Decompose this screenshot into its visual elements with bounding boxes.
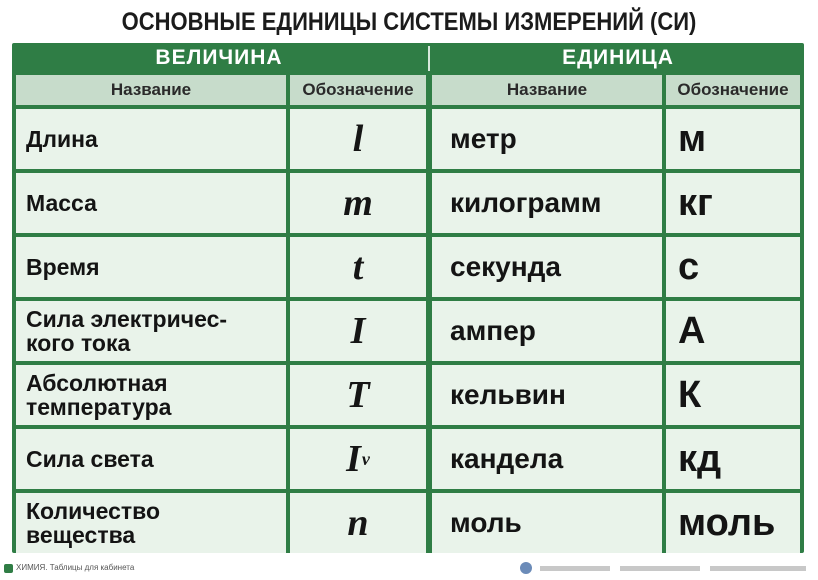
quantity-name-lines: [26, 127, 98, 151]
unit-symbol-cell: [666, 301, 800, 361]
quantity-name-lines: [26, 191, 97, 215]
quantity-name-text: вещества: [26, 522, 136, 548]
footer: [0, 557, 818, 580]
quantity-name-cell: [16, 237, 286, 297]
quantity-symbol-cell: [290, 237, 426, 297]
unit-name-cell: [432, 429, 662, 489]
unit-symbol-text: с: [678, 245, 700, 288]
quantity-symbol-text: T: [346, 374, 370, 416]
quantity-symbol-text: m: [343, 182, 373, 224]
unit-symbol-cell: [666, 173, 800, 233]
quantity-name-cell: [16, 109, 286, 169]
quantity-name-cell: [16, 429, 286, 489]
si-units-table: [12, 43, 804, 553]
unit-name-text: килограмм: [450, 187, 602, 218]
quantity-name-text: Сила электричес-: [26, 306, 228, 332]
unit-symbol-text: К: [678, 373, 702, 416]
unit-name-cell: [432, 301, 662, 361]
unit-name-cell: [432, 109, 662, 169]
unit-symbol-header: Обозначение: [666, 75, 800, 105]
quantity-name-cell: [16, 493, 286, 553]
quantity-symbol-header: Обозначение: [290, 75, 426, 105]
quantity-name-cell: [16, 173, 286, 233]
unit-symbol-text: А: [678, 309, 706, 352]
unit-symbol-cell: [666, 237, 800, 297]
unit-name-cell: [432, 173, 662, 233]
quantity-name-text: Длина: [26, 126, 98, 152]
unit-name-text: кандела: [450, 443, 564, 474]
quantity-name-text: Сила света: [26, 446, 154, 472]
quantity-name-text: Время: [26, 254, 100, 280]
quantity-name-header: Название: [16, 75, 286, 105]
quantity-symbol-cell: [290, 109, 426, 169]
unit-name-cell: [432, 365, 662, 425]
publisher-logo-icon: [4, 564, 13, 573]
publisher-emblem-icon: [520, 562, 532, 574]
unit-group-header: ЕДИНИЦА: [562, 46, 674, 69]
quantity-symbol-text: l: [352, 118, 364, 160]
unit-symbol-text: кд: [678, 437, 722, 480]
quantity-name-text: кого тока: [26, 330, 131, 356]
quantity-name-lines: [26, 499, 160, 547]
quantity-symbol-text: t: [352, 246, 364, 288]
unit-name-text: метр: [450, 123, 517, 154]
unit-name-text: секунда: [450, 251, 561, 282]
unit-symbol-text: моль: [678, 501, 776, 544]
quantity-symbol-text: n: [347, 502, 369, 544]
quantity-symbol-cell: [290, 493, 426, 553]
unit-symbol-text: кг: [678, 181, 713, 224]
quantity-symbol-subscript: v: [361, 448, 370, 469]
unit-name-text: моль: [450, 507, 522, 538]
quantity-name-lines: [26, 255, 100, 279]
quantity-name-cell: [16, 365, 286, 425]
quantity-name-text: Количество: [26, 498, 161, 524]
quantity-symbol-text: I: [346, 438, 361, 480]
quantity-name-text: Абсолютная: [26, 370, 168, 396]
unit-symbol-cell: [666, 109, 800, 169]
quantity-symbol-cell: [290, 173, 426, 233]
quantity-name-lines: [26, 307, 227, 355]
unit-symbol-cell: [666, 365, 800, 425]
quantity-symbol-cell: [290, 429, 426, 489]
unit-symbol-cell: [666, 429, 800, 489]
footer-fine-print: [710, 566, 806, 571]
unit-symbol-text: м: [678, 117, 707, 160]
unit-name-cell: [432, 493, 662, 553]
header-divider: [428, 46, 430, 71]
quantity-symbol-cell: [290, 365, 426, 425]
unit-name-cell: [432, 237, 662, 297]
quantity-symbol-text: I: [350, 310, 366, 352]
quantity-name-lines: [26, 447, 154, 471]
quantity-symbol-cell: [290, 301, 426, 361]
unit-name-text: кельвин: [450, 379, 566, 410]
unit-symbol-cell: [666, 493, 800, 553]
poster-title: ОСНОВНЫЕ ЕДИНИЦЫ СИСТЕМЫ ИЗМЕРЕНИЙ (СИ): [121, 8, 697, 36]
quantity-name-text: Масса: [26, 190, 97, 216]
footer-fine-print: [620, 566, 700, 571]
quantity-name-text: температура: [26, 394, 172, 420]
quantity-name-cell: [16, 301, 286, 361]
footer-text: ХИМИЯ. Таблицы для кабинета: [16, 563, 135, 572]
footer-fine-print: [540, 566, 610, 571]
unit-name-text: ампер: [450, 315, 536, 346]
quantity-name-lines: [26, 371, 171, 419]
unit-name-header: Название: [432, 75, 662, 105]
quantity-group-header: ВЕЛИЧИНА: [155, 46, 283, 69]
